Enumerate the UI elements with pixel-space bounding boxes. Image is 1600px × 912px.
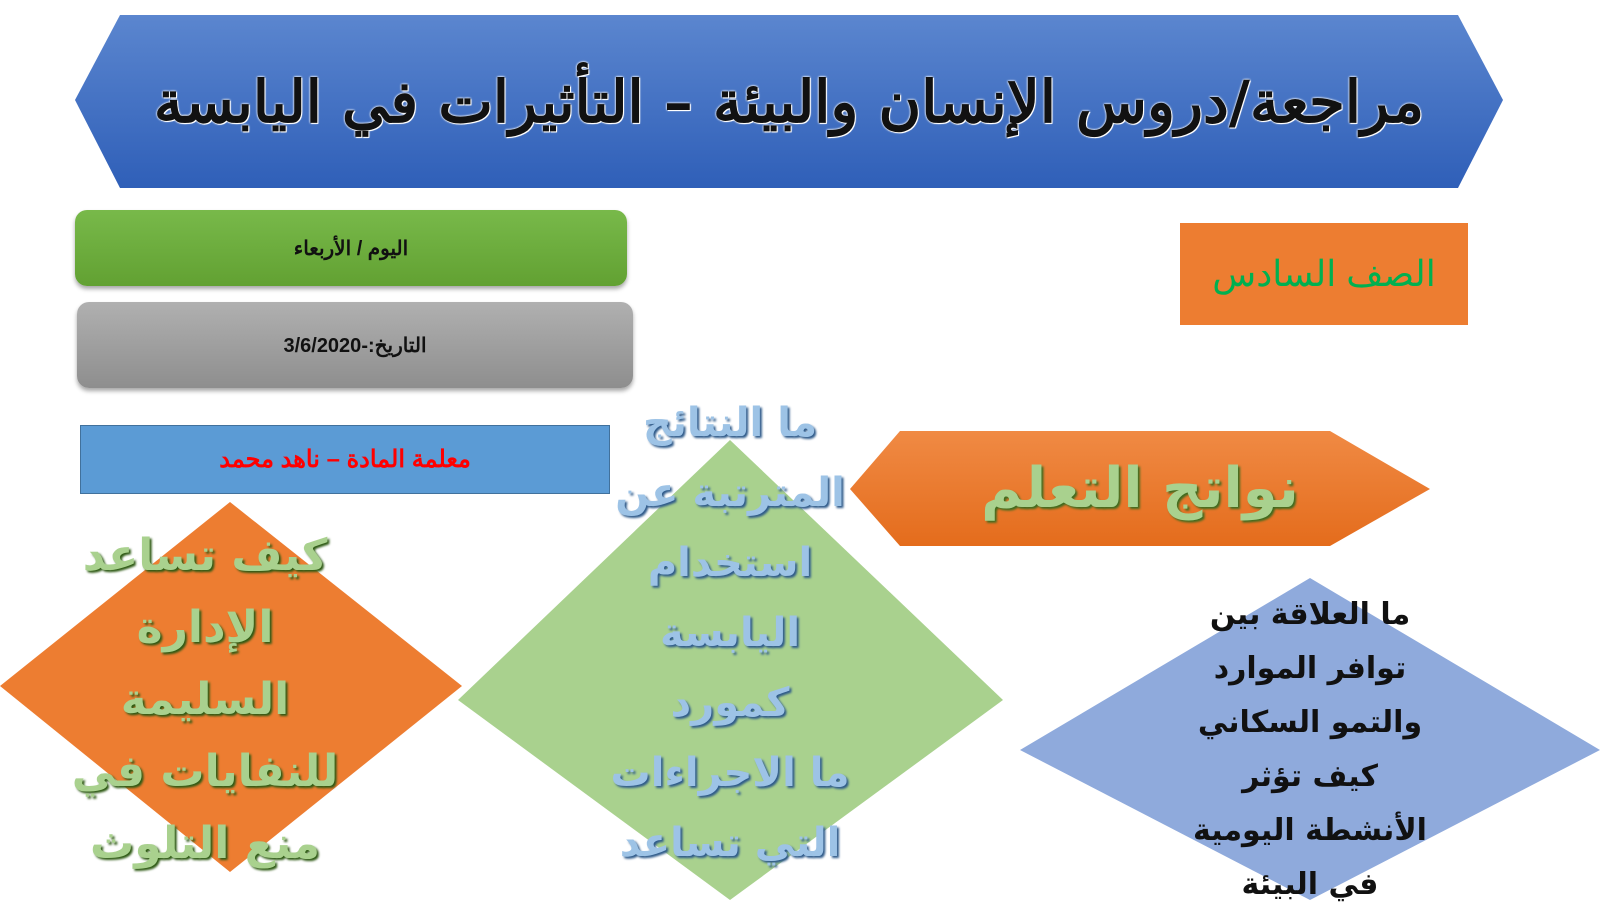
question-line: والتمو السكاني [1197,705,1423,740]
teacher-label: معلمة المادة – ناهد محمد [219,446,471,473]
question-line: ما الاجراءات [610,750,850,796]
question-line: المترتبة عن [615,470,845,516]
grade-label: الصف السادس [1212,253,1436,294]
question-line: في البيئة [1241,867,1379,902]
question-line: ما العلاقة بين [1209,597,1411,632]
page-title: مراجعة/دروس الإنسان والبيئة – التأثيرات في اليابسة [153,68,1425,136]
teacher-box [80,425,610,494]
question-line: توافر الموارد [1213,651,1407,686]
question-line: السليمة [120,674,290,725]
day-label: اليوم / الأربعاء [293,237,409,260]
question-line: التي تساعد [619,820,841,866]
question-line: للنفايات في [71,746,339,797]
question-line: منع التلوث [90,818,320,869]
day-box [75,210,627,286]
question-line: استخدام [647,540,813,586]
question-left [50,520,360,880]
question-middle [600,388,860,878]
grade-box [1180,223,1468,325]
learning-outcomes-label: نواتج التعلم [981,456,1299,521]
question-line: الإدارة [136,602,274,653]
question-line: ما النتائج [643,400,817,446]
question-line: الأنشطة اليومية [1193,813,1427,848]
date-box [77,302,633,388]
question-right [1180,588,1440,912]
question-line: كيف تؤثر [1242,759,1378,794]
question-line: اليابسة [659,610,801,656]
date-label: التاريخ:-3/6/2020 [283,334,427,357]
question-line: كمورد [670,680,790,726]
question-line: كيف تساعد [82,530,328,581]
